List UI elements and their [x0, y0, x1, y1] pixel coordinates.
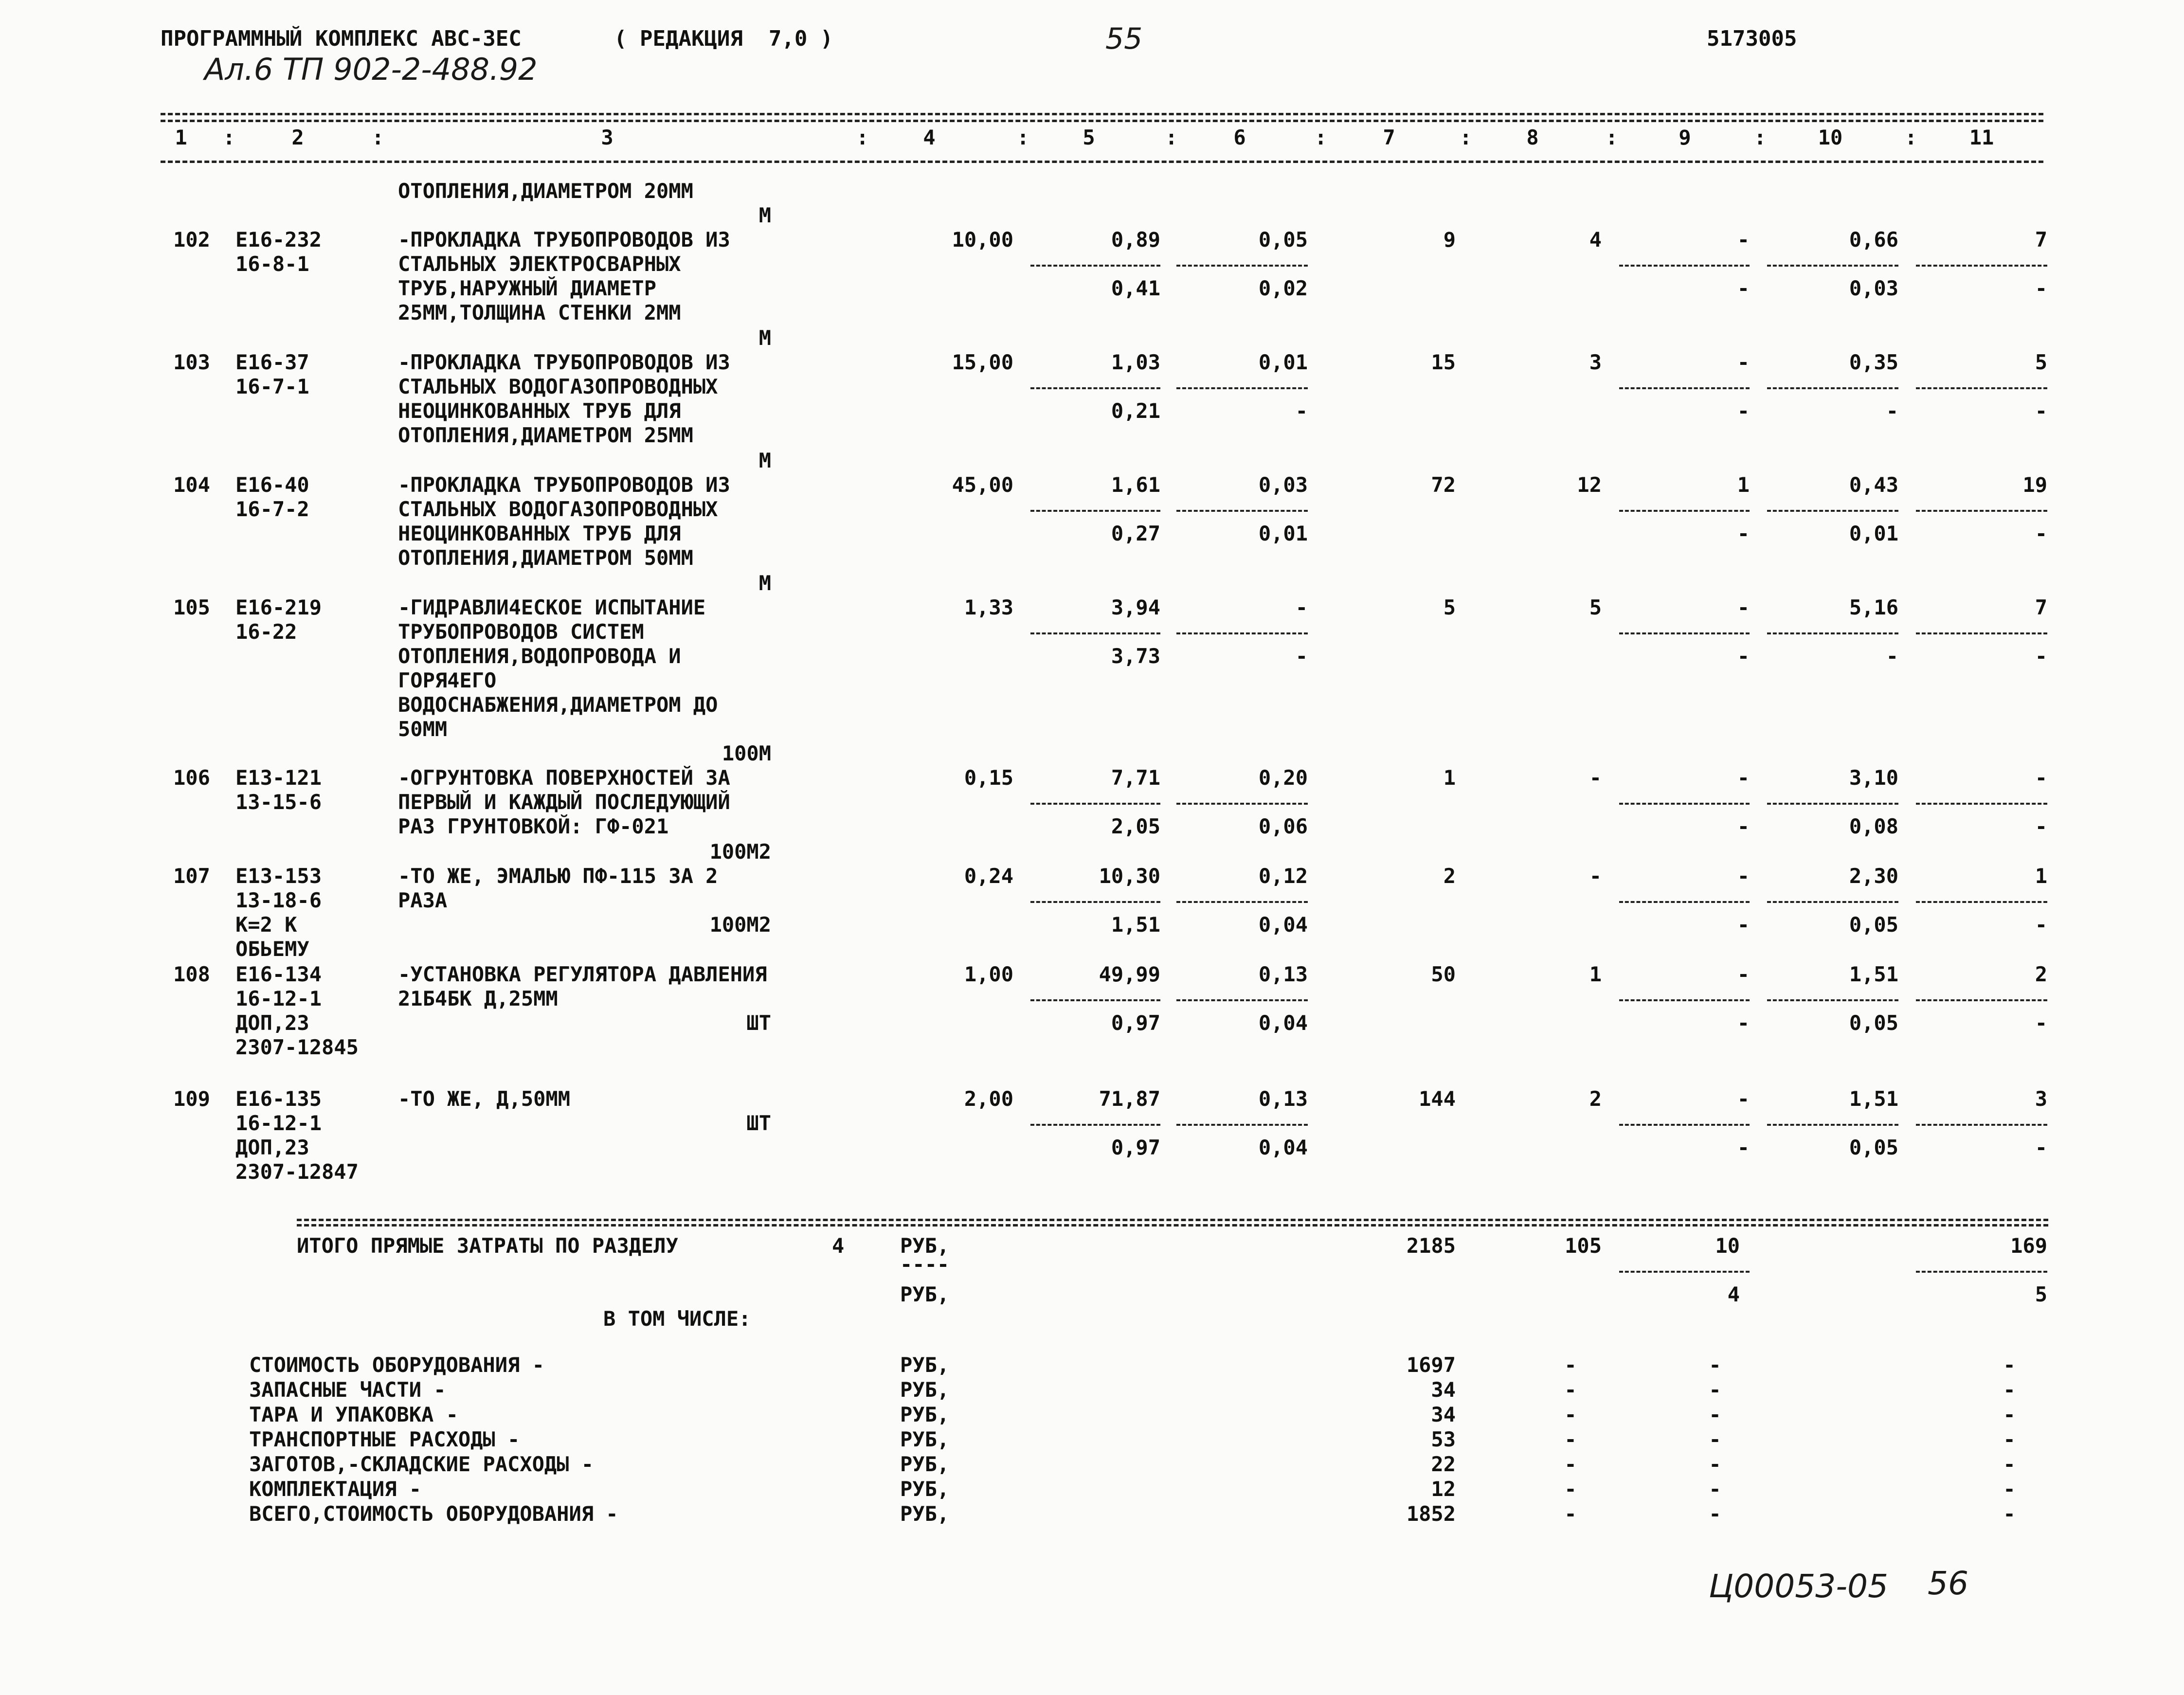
row-number: 106 [173, 766, 210, 790]
totals-rule-2 [297, 1224, 2048, 1226]
equipment-labor: - [2003, 1378, 2016, 1402]
labor-per-unit-machine: - [1886, 399, 1898, 423]
description-line: -ПРОКЛАДКА ТРУБОПРОВОДОВ ИЗ [398, 228, 730, 252]
equipment-line-label: ТАРА И УПАКОВКА - [249, 1403, 458, 1426]
unit-cost: 7,71 [1111, 766, 1160, 790]
description-line: -УСТАНОВКА РЕГУЛЯТОРА ДАВЛЕНИЯ [398, 962, 767, 986]
unit-cost-wages: 2,05 [1111, 814, 1160, 838]
total-machine-wages: - [1737, 276, 1750, 300]
quantity: 15,00 [952, 350, 1013, 374]
total-wages: - [1589, 864, 1602, 888]
unit-cost: 1,03 [1111, 350, 1160, 374]
equipment-cost: 1852 [1406, 1502, 1456, 1526]
total-machine: - [1737, 595, 1750, 619]
rate-code: 2307-12845 [235, 1035, 359, 1059]
machine-cost-wages: 0,06 [1258, 814, 1308, 838]
column-separator: : [1754, 126, 1767, 149]
labor-total: - [2035, 766, 2047, 790]
rate-code: 16-22 [235, 620, 297, 644]
equipment-line-label: ВСЕГО,СТОИМОСТЬ ОБОРУДОВАНИЯ - [249, 1502, 618, 1526]
rate-code: 13-15-6 [235, 790, 322, 814]
machine-cost: 0,03 [1258, 473, 1308, 497]
equipment-line-label: СТОИМОСТЬ ОБОРУДОВАНИЯ - [249, 1353, 544, 1377]
labor-total-machine: - [2035, 1011, 2047, 1035]
total-wages: 3 [1589, 350, 1602, 374]
description-line: ПЕРВЫЙ И КАЖДЫЙ ПОСЛЕДУЮЩИЙ [398, 790, 730, 814]
value-split-rule [1916, 901, 2047, 903]
currency-label: РУБ, [900, 1502, 950, 1526]
handwritten-document-code: Ц00053-05 [1709, 1568, 1888, 1605]
total-cost: 50 [1431, 962, 1456, 986]
unit-cost: 71,87 [1099, 1087, 1160, 1111]
total-machine-wages: - [1737, 644, 1750, 668]
quantity: 1,33 [964, 595, 1013, 619]
description-line: ВОДОСНАБЖЕНИЯ,ДИАМЕТРОМ ДО [398, 693, 718, 717]
labor-per-unit-machine: 0,08 [1849, 814, 1898, 838]
rate-code: К=2 К [235, 913, 297, 937]
row-number: 103 [173, 350, 210, 374]
unit-of-measure: М [758, 203, 771, 227]
rate-code: E16-135 [235, 1087, 322, 1111]
currency-label: РУБ, [900, 1282, 950, 1306]
value-split-rule [1176, 632, 1308, 634]
totals-rule [297, 1219, 2048, 1221]
description-line: ОТОПЛЕНИЯ,ДИАМЕТРОМ 20ММ [398, 179, 693, 203]
quantity: 45,00 [952, 473, 1013, 497]
labor-per-unit: 0,43 [1849, 473, 1898, 497]
labor-total: 7 [2035, 595, 2047, 619]
column-header-6: 6 [1233, 126, 1246, 149]
labor-per-unit: 2,30 [1849, 864, 1898, 888]
quantity: 0,15 [964, 766, 1013, 790]
column-header-7: 7 [1383, 126, 1395, 149]
quantity: 1,00 [964, 962, 1013, 986]
rate-code: E13-121 [235, 766, 322, 790]
row-number: 107 [173, 864, 210, 888]
value-split-rule [1767, 265, 1898, 267]
value-split-rule [1916, 1124, 2047, 1126]
rate-code: 16-8-1 [235, 252, 309, 276]
machine-cost-wages: 0,04 [1258, 1011, 1308, 1035]
labor-per-unit-machine: 0,05 [1849, 913, 1898, 937]
total-wages: 4 [1589, 228, 1602, 252]
value-split-rule [1619, 803, 1750, 805]
description-line: 25ММ,ТОЛЩИНА СТЕНКИ 2ММ [398, 301, 681, 325]
description-line: ГОРЯ4ЕГО [398, 668, 497, 692]
machine-cost: 0,01 [1258, 350, 1308, 374]
total-wages: 2 [1589, 1087, 1602, 1111]
total-machine-wages: - [1737, 1011, 1750, 1035]
total-machine-wages: - [1737, 399, 1750, 423]
labor-per-unit: 3,10 [1849, 766, 1898, 790]
value-split-rule [1619, 387, 1750, 389]
equipment-labor: - [2003, 1452, 2016, 1476]
total-cost: 144 [1419, 1087, 1456, 1111]
totals-labor: 169 [2010, 1234, 2047, 1258]
total-wages: 1 [1589, 962, 1602, 986]
quantity: 2,00 [964, 1087, 1013, 1111]
currency-label: РУБ, [900, 1427, 950, 1451]
equipment-line-label: ЗАПАСНЫЕ ЧАСТИ - [249, 1378, 446, 1402]
value-split-rule [1767, 1124, 1898, 1126]
unit-cost-wages: 1,51 [1111, 913, 1160, 937]
value-split-rule [1916, 632, 2047, 634]
handwritten-page-number: 55 [1105, 22, 1143, 56]
rate-code: 16-7-1 [235, 375, 309, 398]
value-split-rule [1916, 265, 2047, 267]
equipment-cost: 12 [1431, 1477, 1456, 1501]
value-split-rule [1030, 999, 1160, 1001]
section-number: 4 [832, 1234, 845, 1258]
machine-cost: 0,20 [1258, 766, 1308, 790]
labor-per-unit-machine: 0,03 [1849, 276, 1898, 300]
currency-underline: ---- [900, 1252, 950, 1276]
currency-label: РУБ, [900, 1234, 950, 1258]
equipment-cost: 22 [1431, 1452, 1456, 1476]
equipment-labor: - [2003, 1427, 2016, 1451]
equipment-labor: - [2003, 1353, 2016, 1377]
labor-total-machine: - [2035, 522, 2047, 545]
value-split-rule [1916, 387, 2047, 389]
labor-total-machine: - [2035, 399, 2047, 423]
column-separator: : [1017, 126, 1029, 149]
unit-cost: 1,61 [1111, 473, 1160, 497]
description-line: СТАЛЬНЫХ ВОДОГАЗОПРОВОДНЫХ [398, 497, 718, 521]
totals-split-rule [1619, 1271, 1750, 1273]
equipment-wages: - [1564, 1378, 1577, 1402]
rate-code: 2307-12847 [235, 1160, 359, 1184]
unit-of-measure: ШТ [746, 1011, 771, 1035]
handwritten-subtitle: Ал.6 ТП 902-2-488.92 [204, 52, 538, 87]
equipment-wages: - [1564, 1353, 1577, 1377]
labor-total-machine: - [2035, 276, 2047, 300]
rate-code: E13-153 [235, 864, 322, 888]
equipment-line-label: ТРАНСПОРТНЫЕ РАСХОДЫ - [249, 1427, 520, 1451]
value-split-rule [1767, 387, 1898, 389]
total-machine: - [1737, 766, 1750, 790]
quantity: 10,00 [952, 228, 1013, 252]
labor-per-unit-machine: 0,05 [1849, 1011, 1898, 1035]
equipment-cost: 1697 [1406, 1353, 1456, 1377]
equipment-machine: - [1709, 1452, 1721, 1476]
value-split-rule [1176, 999, 1308, 1001]
machine-cost-wages: - [1295, 399, 1308, 423]
total-machine-wages: - [1737, 814, 1750, 838]
value-split-rule [1619, 265, 1750, 267]
unit-cost-wages: 0,41 [1111, 276, 1160, 300]
machine-cost: 0,13 [1258, 962, 1308, 986]
equipment-line-label: ЗАГОТОВ,-СКЛАДСКИЕ РАСХОДЫ - [249, 1452, 594, 1476]
rate-code: ДОП,23 [235, 1136, 309, 1159]
total-machine-wages: - [1737, 522, 1750, 545]
row-number: 108 [173, 962, 210, 986]
unit-cost: 49,99 [1099, 962, 1160, 986]
unit-cost: 10,30 [1099, 864, 1160, 888]
value-split-rule [1767, 632, 1898, 634]
total-wages: - [1589, 766, 1602, 790]
description-line: -ТО ЖЕ, Д,50ММ [398, 1087, 571, 1111]
value-split-rule [1916, 999, 2047, 1001]
total-machine: - [1737, 864, 1750, 888]
value-split-rule [1030, 803, 1160, 805]
totals-machine-wages: 4 [1727, 1282, 1740, 1306]
column-separator: : [1606, 126, 1618, 149]
document-number: 5173005 [1707, 26, 1797, 51]
description-line: -ГИДРАВЛИ4ЕСКОЕ ИСПЫТАНИЕ [398, 595, 706, 619]
equipment-labor: - [2003, 1477, 2016, 1501]
value-split-rule [1030, 265, 1160, 267]
handwritten-sheet-number: 56 [1928, 1565, 1968, 1602]
labor-total: 2 [2035, 962, 2047, 986]
column-separator: : [223, 126, 235, 149]
machine-cost: - [1295, 595, 1308, 619]
row-number: 105 [173, 595, 210, 619]
value-split-rule [1176, 387, 1308, 389]
value-split-rule [1767, 510, 1898, 512]
header-bottom-rule [161, 161, 2043, 163]
machine-cost-wages: 0,01 [1258, 522, 1308, 545]
equipment-wages: - [1564, 1403, 1577, 1426]
column-header-9: 9 [1679, 126, 1691, 149]
labor-total: 3 [2035, 1087, 2047, 1111]
column-header-11: 11 [1969, 126, 1994, 149]
machine-cost: 0,12 [1258, 864, 1308, 888]
row-number: 104 [173, 473, 210, 497]
unit-cost-wages: 0,97 [1111, 1136, 1160, 1159]
equipment-wages: - [1564, 1502, 1577, 1526]
machine-cost: 0,05 [1258, 228, 1308, 252]
description-line: НЕОЦИНКОВАННЫХ ТРУБ ДЛЯ [398, 522, 681, 545]
equipment-wages: - [1564, 1427, 1577, 1451]
unit-cost-wages: 0,27 [1111, 522, 1160, 545]
labor-per-unit: 5,16 [1849, 595, 1898, 619]
value-split-rule [1030, 510, 1160, 512]
totals-machine: 10 [1715, 1234, 1740, 1258]
rate-code: E16-219 [235, 595, 322, 619]
description-line: РАЗА [398, 888, 448, 912]
value-split-rule [1030, 1124, 1160, 1126]
labor-per-unit: 1,51 [1849, 962, 1898, 986]
labor-per-unit-machine: 0,01 [1849, 522, 1898, 545]
total-machine-wages: - [1737, 1136, 1750, 1159]
labor-per-unit-machine: - [1886, 644, 1898, 668]
program-title: ПРОГРАММНЫЙ КОМПЛЕКС АВС-3ЕС [161, 26, 522, 51]
equipment-machine: - [1709, 1353, 1721, 1377]
total-cost: 1 [1443, 766, 1456, 790]
edition-label: ( РЕДАКЦИЯ 7,0 ) [614, 26, 833, 51]
column-header-3: 3 [601, 126, 614, 149]
column-header-2: 2 [291, 126, 304, 149]
column-separator: : [856, 126, 869, 149]
unit-cost-wages: 3,73 [1111, 644, 1160, 668]
description-line: СТАЛЬНЫХ ЭЛЕКТРОСВАРНЫХ [398, 252, 681, 276]
equipment-machine: - [1709, 1378, 1721, 1402]
equipment-machine: - [1709, 1403, 1721, 1426]
labor-total: 5 [2035, 350, 2047, 374]
value-split-rule [1176, 510, 1308, 512]
total-cost: 2 [1443, 864, 1456, 888]
labor-per-unit: 0,35 [1849, 350, 1898, 374]
machine-cost-wages: 0,02 [1258, 276, 1308, 300]
rate-code: ДОП,23 [235, 1011, 309, 1035]
unit-of-measure: М [758, 571, 771, 595]
unit-of-measure: ШТ [746, 1111, 771, 1135]
value-split-rule [1030, 901, 1160, 903]
unit-of-measure: 100М [722, 741, 771, 765]
rate-code: 16-7-2 [235, 497, 309, 521]
description-line: ОТОПЛЕНИЯ,ДИАМЕТРОМ 25ММ [398, 423, 693, 447]
value-split-rule [1916, 803, 2047, 805]
value-split-rule [1176, 265, 1308, 267]
equipment-cost: 53 [1431, 1427, 1456, 1451]
currency-label: РУБ, [900, 1477, 950, 1501]
rate-code: 16-12-1 [235, 1111, 322, 1135]
total-machine: - [1737, 962, 1750, 986]
rate-code: E16-37 [235, 350, 309, 374]
equipment-line-label: КОМПЛЕКТАЦИЯ - [249, 1477, 422, 1501]
column-header-5: 5 [1083, 126, 1095, 149]
value-split-rule [1619, 510, 1750, 512]
description-line: ТРУБОПРОВОДОВ СИСТЕМ [398, 620, 644, 644]
description-line: ОТОПЛЕНИЯ,ВОДОПРОВОДА И [398, 644, 681, 668]
row-number: 102 [173, 228, 210, 252]
value-split-rule [1767, 999, 1898, 1001]
rate-code: E16-40 [235, 473, 309, 497]
totals-cost: 2185 [1406, 1234, 1456, 1258]
rate-code: 16-12-1 [235, 987, 322, 1010]
labor-total-machine: - [2035, 644, 2047, 668]
machine-cost-wages: - [1295, 644, 1308, 668]
total-machine: - [1737, 350, 1750, 374]
value-split-rule [1030, 387, 1160, 389]
description-line: 21Б4БК Д,25ММ [398, 987, 558, 1010]
description-line: ОТОПЛЕНИЯ,ДИАМЕТРОМ 50ММ [398, 546, 693, 570]
table-top-rule [161, 113, 2043, 115]
column-separator: : [1905, 126, 1917, 149]
table-top-rule-2 [161, 120, 2043, 122]
value-split-rule [1176, 1124, 1308, 1126]
column-separator: : [1315, 126, 1327, 149]
total-machine: - [1737, 228, 1750, 252]
equipment-labor: - [2003, 1502, 2016, 1526]
total-machine-wages: - [1737, 913, 1750, 937]
row-number: 109 [173, 1087, 210, 1111]
machine-cost-wages: 0,04 [1258, 913, 1308, 937]
labor-total: 7 [2035, 228, 2047, 252]
unit-of-measure: 100М2 [709, 913, 771, 937]
labor-per-unit-machine: 0,05 [1849, 1136, 1898, 1159]
description-line: РАЗ ГРУНТОВКОЙ: ГФ-021 [398, 814, 669, 838]
totals-split-rule [1916, 1271, 2047, 1273]
machine-cost: 0,13 [1258, 1087, 1308, 1111]
total-cost: 5 [1443, 595, 1456, 619]
total-cost: 9 [1443, 228, 1456, 252]
currency-label: РУБ, [900, 1403, 950, 1426]
machine-cost-wages: 0,04 [1258, 1136, 1308, 1159]
unit-of-measure: М [758, 449, 771, 472]
column-header-8: 8 [1526, 126, 1539, 149]
value-split-rule [1619, 999, 1750, 1001]
value-split-rule [1619, 632, 1750, 634]
description-line: -ОГРУНТОВКА ПОВЕРХНОСТЕЙ ЗА [398, 766, 730, 790]
value-split-rule [1767, 803, 1898, 805]
description-line: 50ММ [398, 717, 448, 741]
labor-total-machine: - [2035, 913, 2047, 937]
description-line: НЕОЦИНКОВАННЫХ ТРУБ ДЛЯ [398, 399, 681, 423]
equipment-wages: - [1564, 1452, 1577, 1476]
labor-total-machine: - [2035, 1136, 2047, 1159]
value-split-rule [1619, 901, 1750, 903]
description-line: -ПРОКЛАДКА ТРУБОПРОВОДОВ ИЗ [398, 350, 730, 374]
column-header-10: 10 [1818, 126, 1843, 149]
equipment-machine: - [1709, 1502, 1721, 1526]
rate-code: 13-18-6 [235, 888, 322, 912]
totals-label: ИТОГО ПРЯМЫЕ ЗАТРАТЫ ПО РАЗДЕЛУ [297, 1234, 678, 1258]
unit-cost-wages: 0,21 [1111, 399, 1160, 423]
unit-of-measure: 100М2 [709, 840, 771, 864]
labor-total-machine: - [2035, 814, 2047, 838]
equipment-wages: - [1564, 1477, 1577, 1501]
unit-cost-wages: 0,97 [1111, 1011, 1160, 1035]
unit-cost: 3,94 [1111, 595, 1160, 619]
rate-code: ОБЬЕМУ [235, 937, 309, 961]
labor-per-unit: 1,51 [1849, 1087, 1898, 1111]
description-line: -ПРОКЛАДКА ТРУБОПРОВОДОВ ИЗ [398, 473, 730, 497]
equipment-cost: 34 [1431, 1378, 1456, 1402]
column-header-4: 4 [923, 126, 936, 149]
total-machine: - [1737, 1087, 1750, 1111]
total-wages: 12 [1577, 473, 1602, 497]
equipment-cost: 34 [1431, 1403, 1456, 1426]
totals-wages: 105 [1565, 1234, 1602, 1258]
column-header-1: 1 [175, 126, 187, 149]
total-machine: 1 [1737, 473, 1750, 497]
equipment-machine: - [1709, 1477, 1721, 1501]
including-label: В ТОМ ЧИСЛЕ: [603, 1307, 751, 1331]
equipment-machine: - [1709, 1427, 1721, 1451]
column-separator: : [372, 126, 384, 149]
rate-code: E16-134 [235, 962, 322, 986]
currency-label: РУБ, [900, 1378, 950, 1402]
labor-total: 1 [2035, 864, 2047, 888]
description-line: ТРУБ,НАРУЖНЫЙ ДИАМЕТР [398, 276, 657, 300]
rate-code: E16-232 [235, 228, 322, 252]
labor-per-unit: 0,66 [1849, 228, 1898, 252]
unit-of-measure: М [758, 326, 771, 350]
value-split-rule [1176, 803, 1308, 805]
value-split-rule [1767, 901, 1898, 903]
value-split-rule [1916, 510, 2047, 512]
quantity: 0,24 [964, 864, 1013, 888]
unit-cost: 0,89 [1111, 228, 1160, 252]
value-split-rule [1619, 1124, 1750, 1126]
currency-label: РУБ, [900, 1353, 950, 1377]
total-cost: 72 [1431, 473, 1456, 497]
value-split-rule [1176, 901, 1308, 903]
column-separator: : [1460, 126, 1472, 149]
labor-total: 19 [2022, 473, 2047, 497]
currency-label: РУБ, [900, 1452, 950, 1476]
value-split-rule [1030, 632, 1160, 634]
total-cost: 15 [1431, 350, 1456, 374]
column-separator: : [1165, 126, 1178, 149]
equipment-labor: - [2003, 1403, 2016, 1426]
description-line: -ТО ЖЕ, ЭМАЛЬЮ ПФ-115 ЗА 2 [398, 864, 718, 888]
totals-labor-machine: 5 [2035, 1282, 2047, 1306]
description-line: СТАЛЬНЫХ ВОДОГАЗОПРОВОДНЫХ [398, 375, 718, 398]
total-wages: 5 [1589, 595, 1602, 619]
